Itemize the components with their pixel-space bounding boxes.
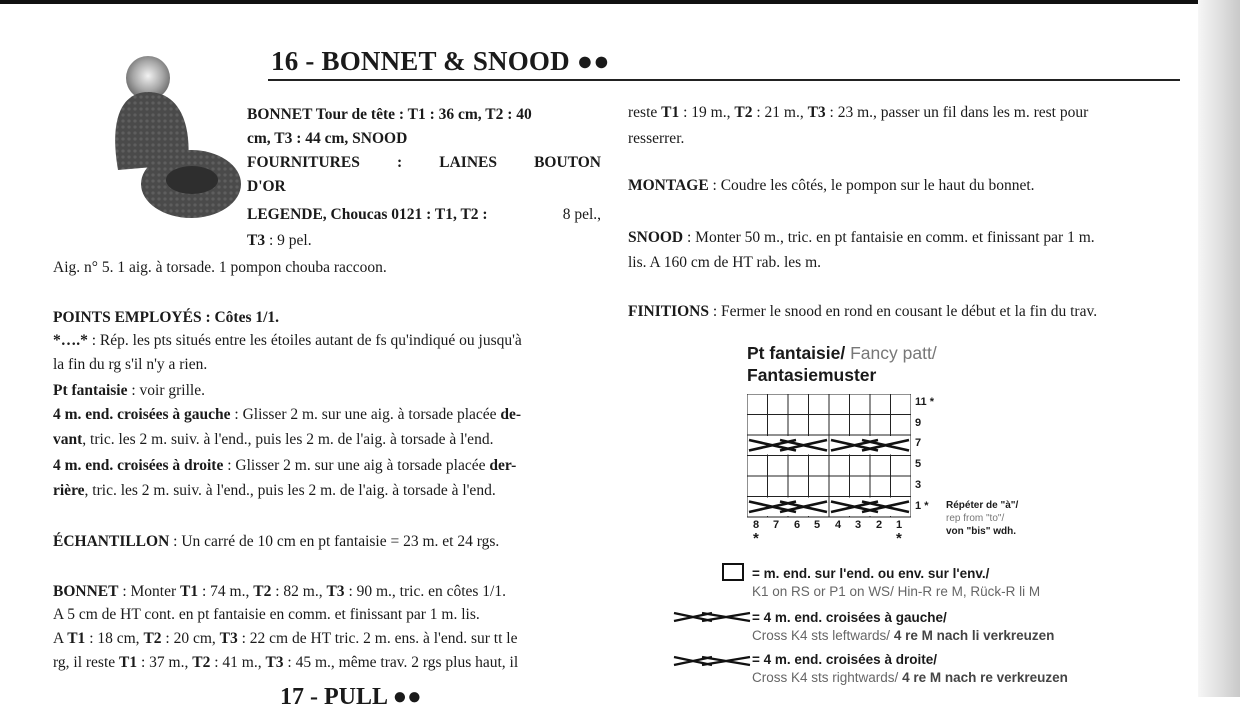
bonnet-line-3: A T1 : 18 cm, T2 : 20 cm, T3 : 22 cm de HT tric. 2 m. ens. à l'end. sur tt le: [53, 630, 518, 647]
chart-cell: [870, 394, 891, 415]
row-label-1: 1 *: [915, 500, 929, 512]
repeat-note: [946, 499, 1018, 538]
points-right-2: rière, tric. les 2 m. suiv. à l'end., puis les 2 m. de l'aig. à torsade à l'end.: [53, 482, 496, 499]
chart-cell: [850, 456, 871, 477]
row-label-5: 5: [915, 458, 922, 470]
chart-cell: [891, 415, 912, 436]
snood-hole: [166, 166, 218, 194]
row-label-9: 9: [915, 417, 922, 429]
page-title: 16 - BONNET & SNOOD ●●: [271, 46, 610, 76]
stitch-label: 4: [835, 519, 842, 531]
chart-cell: [747, 456, 768, 477]
knit-square-symbol: [722, 563, 744, 581]
right-line-1: reste T1 : 19 m., T2 : 21 m., T3 : 23 m., passer un fil dans les m. rest pour: [628, 104, 1089, 121]
bonnet-snood-photo: [96, 52, 244, 220]
chart-cell: [788, 476, 809, 497]
right-line-2: resserrer.: [628, 130, 685, 147]
chart-cell: [891, 456, 912, 477]
points-left-2: vant, tric. les 2 m. suiv. à l'end., puis les 2 m. de l'aig. à torsade à l'end.: [53, 431, 494, 448]
stitch-label: 2: [876, 519, 883, 531]
bonnet-line-1: BONNET : Monter T1 : 74 m., T2 : 82 m., T3 : 90 m., tric. en côtes 1/1.: [53, 583, 506, 600]
chart-cell: [788, 415, 809, 436]
finitions-line: FINITIONS : Fermer le snood en rond en cousant le début et la fin du trav.: [628, 303, 1098, 320]
legend-knit-main: = m. end. sur l'end. ou env. sur l'env./: [752, 566, 990, 581]
legend-right-sub: Cross K4 sts rightwards/ 4 re M nach re verkreuzen: [752, 670, 1068, 685]
cable-cell-bg: [748, 498, 828, 517]
chart-title: Pt fantaisie/ Fancy patt/ Fantasiemuster: [747, 343, 937, 385]
stitch-label: 7: [773, 519, 780, 531]
snood-line-1: SNOOD : Monter 50 m., tric. en pt fantaisie en comm. et finissant par 1 m.: [628, 229, 1095, 246]
stitch-label: 5: [814, 519, 821, 531]
stitch-label: 6: [794, 519, 801, 531]
chart-cell: [850, 415, 871, 436]
row-label-3: 3: [915, 479, 922, 491]
chart-cell: [788, 456, 809, 477]
bonnet-line-2: A 5 cm de HT cont. en pt fantaisie en comm. et finissant par 1 m. lis.: [53, 606, 480, 623]
repeat-note-de: von "bis" wdh.: [946, 526, 1017, 537]
chart-cell: [829, 415, 850, 436]
snood-line-2: lis. A 160 cm de HT rab. les m.: [628, 254, 822, 271]
chart-cell: [747, 476, 768, 497]
row-label-11: 11 *: [915, 396, 934, 408]
intro-line-1: BONNET Tour de tête : T1 : 36 cm, T2 : 40: [247, 106, 532, 123]
stitch-label: 8: [753, 519, 760, 531]
chart-cell: [829, 456, 850, 477]
repeat-note-fr: Répéter de "à"/: [946, 500, 1019, 511]
chart-cell: [788, 394, 809, 415]
next-pattern-title: 17 - PULL ●●: [280, 684, 422, 710]
cable-cell-bg: [830, 436, 910, 455]
stitch-label: 1: [896, 519, 903, 531]
points-heading: POINTS EMPLOYÉS : Côtes 1/1.: [53, 309, 280, 326]
intro-line-2: cm, T3 : 44 cm, SNOOD: [247, 130, 408, 147]
repeat-note-en: rep from "to"/: [946, 513, 1005, 524]
chart-cell: [768, 476, 789, 497]
cable-right-symbol: [672, 654, 752, 668]
chart-cell: [768, 415, 789, 436]
cable-cell-bg: [748, 436, 828, 455]
chart-cell: [870, 456, 891, 477]
chart-cell: [768, 394, 789, 415]
chart-cell: [829, 476, 850, 497]
montage-line: MONTAGE : Coudre les côtés, le pompon sur le haut du bonnet.: [628, 177, 1035, 194]
chart-cell: [768, 456, 789, 477]
legend-left-sub: Cross K4 sts leftwards/ 4 re M nach li verkreuzen: [752, 628, 1055, 643]
chart-cell: [870, 476, 891, 497]
page-edge-shadow: [1198, 0, 1240, 697]
legend-knit-sub: K1 on RS or P1 on WS/ Hin-R re M, Rück-R li M: [752, 584, 1041, 599]
points-left-1: 4 m. end. croisées à gauche : Glisser 2 m. sur une aig. à torsade placée de-: [53, 406, 522, 423]
points-right-1: 4 m. end. croisées à droite : Glisser 2 m. sur une aig à torsade placée der-: [53, 457, 517, 474]
stitch-label: 3: [855, 519, 862, 531]
chart-cell: [850, 476, 871, 497]
chart-cell: [747, 394, 768, 415]
gauge-line: ÉCHANTILLON : Un carré de 10 cm en pt fantaisie = 23 m. et 24 rgs.: [53, 533, 500, 550]
intro-line-4: D'OR: [247, 178, 286, 195]
intro-line-6: T3 : 9 pel.: [247, 232, 312, 249]
chart-cell: [850, 394, 871, 415]
bonnet-line-4: rg, il reste T1 : 37 m., T2 : 41 m., T3 : 45 m., même trav. 2 rgs plus haut, il: [53, 654, 519, 671]
row-label-7: 7: [915, 437, 922, 449]
points-stars-2: la fin du rg s'il n'y a rien.: [53, 356, 208, 373]
chart-cell: [891, 476, 912, 497]
difficulty-dots: ●●: [576, 46, 610, 76]
title-rule: [268, 79, 1180, 81]
legend-right-main: = 4 m. end. croisées à droite/: [752, 652, 937, 667]
stitch-star-right: *: [896, 530, 902, 547]
chart-cell: [870, 415, 891, 436]
chart-cell: [829, 394, 850, 415]
points-stars-1: *….* : Rép. les pts situés entre les étoiles autant de fs qu'indiqué ou jusqu'à: [53, 332, 522, 349]
chart-cell: [809, 456, 830, 477]
stitch-chart: [747, 394, 911, 518]
chart-cell: [809, 394, 830, 415]
chart-cell: [747, 415, 768, 436]
chart-cell: [809, 476, 830, 497]
stitch-star-left: *: [753, 530, 759, 547]
top-border: [0, 0, 1240, 4]
points-pt: Pt fantaisie : voir grille.: [53, 382, 205, 399]
cable-cell-bg: [830, 498, 910, 517]
chart-cell: [809, 415, 830, 436]
intro-line-3: FOURNITURES : LAINES BOUTON: [247, 154, 601, 171]
needles-line: Aig. n° 5. 1 aig. à torsade. 1 pompon chouba raccoon.: [53, 259, 387, 276]
cable-left-symbol: [672, 610, 752, 624]
legend-left-main: = 4 m. end. croisées à gauche/: [752, 610, 947, 625]
intro-line-5: LEGENDE, Choucas 0121 : T1, T2 : 8 pel.,: [247, 206, 601, 223]
chart-cell: [891, 394, 912, 415]
